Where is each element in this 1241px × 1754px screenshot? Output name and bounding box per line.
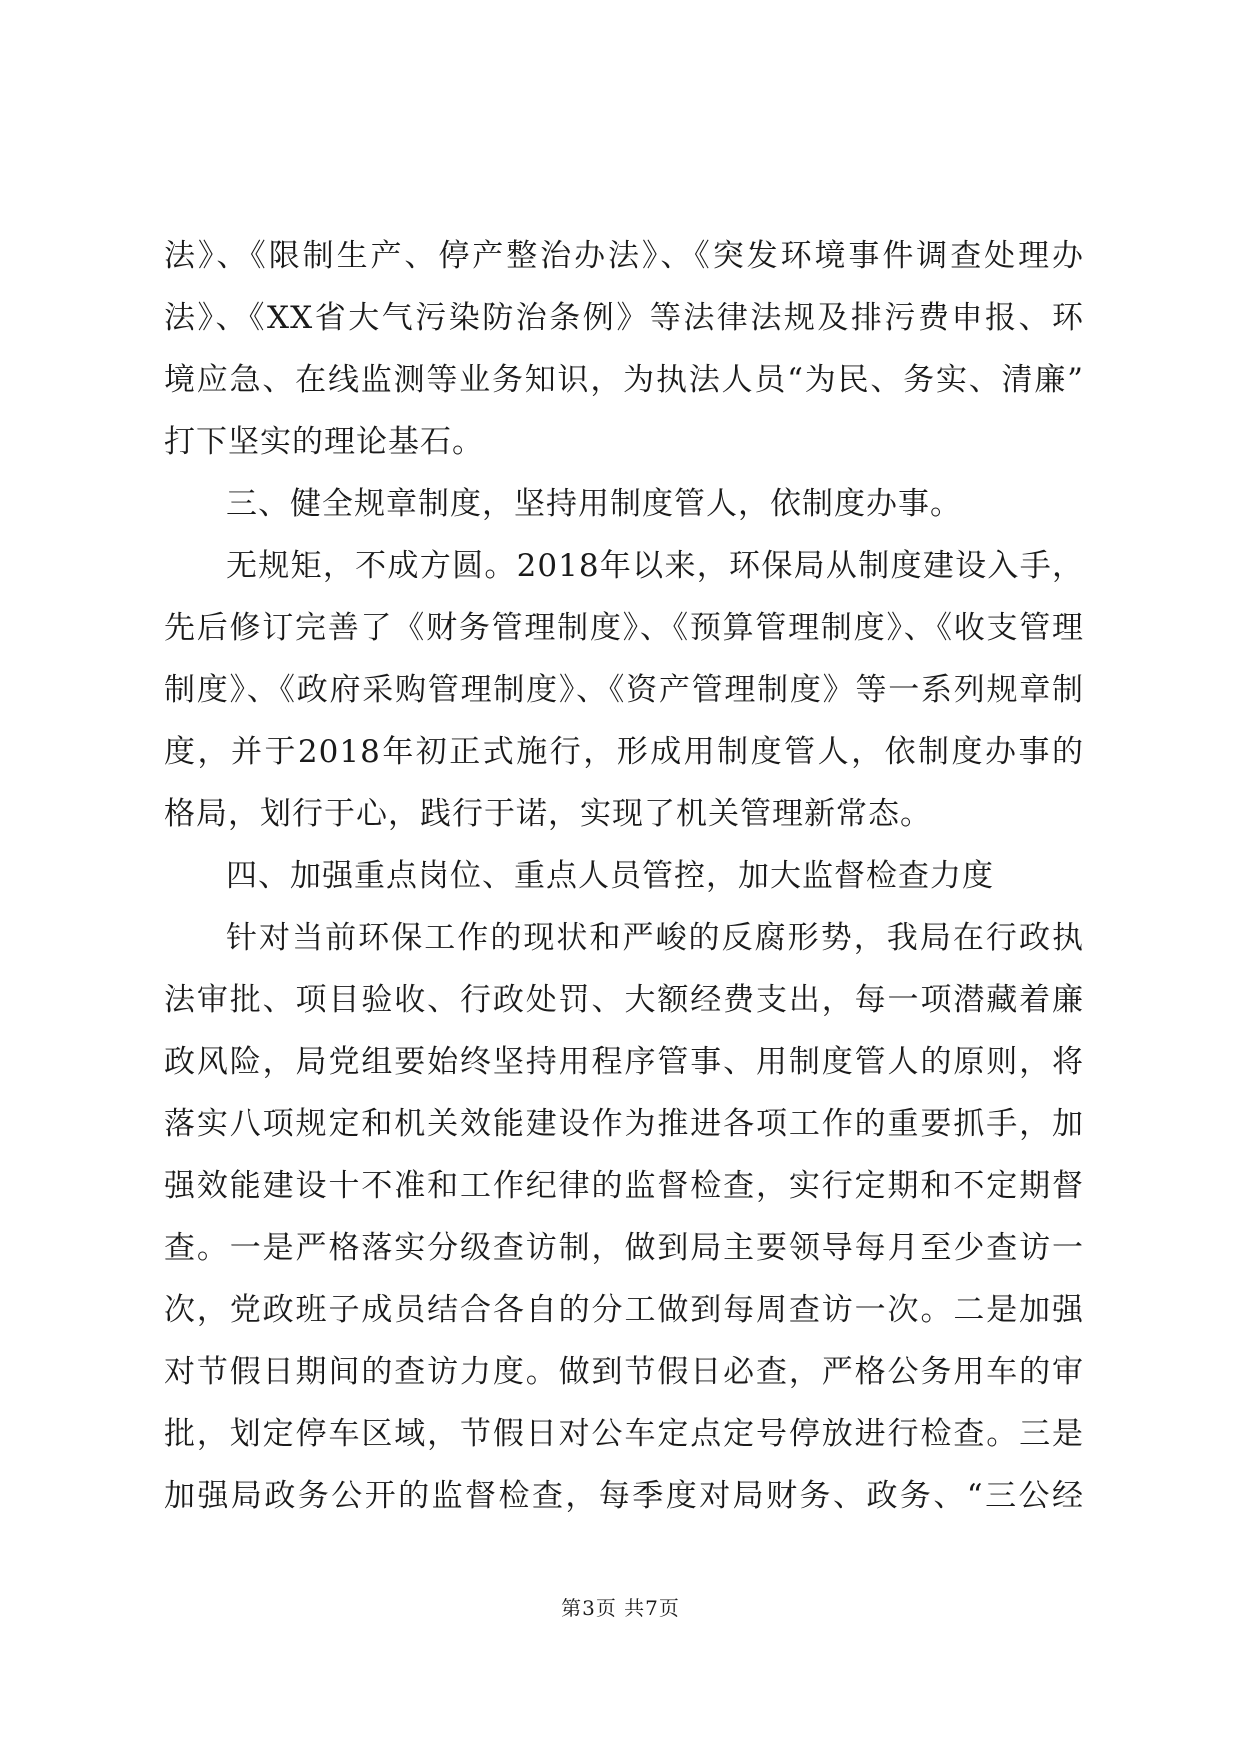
text-line-1: 法》、《限制生产、停产整治办法》、《突发环境事件调查处理办 xyxy=(164,238,1084,274)
section-heading-4: 四、加强重点岗位、重点人员管控，加大监督检查力度 xyxy=(226,858,994,894)
text-line-20: 批，划定停车区域，节假日对公车定点定号停放进行检查。三是 xyxy=(164,1416,1084,1452)
text-line-6: 无规矩，不成方圆。2018年以来，环保局从制度建设入手， xyxy=(226,548,1084,584)
page-number-footer: 第3页 共7页 xyxy=(561,1596,680,1620)
text-line-10: 格局，划行于心，践行于诺，实现了机关管理新常态。 xyxy=(164,796,932,832)
text-line-9: 度，并于2018年初正式施行，形成用制度管人，依制度办事的 xyxy=(164,734,1084,770)
text-line-15: 落实八项规定和机关效能建设作为推进各项工作的重要抓手，加 xyxy=(164,1106,1084,1142)
text-line-7: 先后修订完善了《财务管理制度》、《预算管理制度》、《收支管理 xyxy=(164,610,1084,646)
text-line-19: 对节假日期间的查访力度。做到节假日必查，严格公务用车的审 xyxy=(164,1354,1084,1390)
body-text xyxy=(164,225,1084,1527)
text-line-8: 制度》、《政府采购管理制度》、《资产管理制度》等一系列规章制 xyxy=(164,672,1084,708)
text-line-16: 强效能建设十不准和工作纪律的监督检查，实行定期和不定期督 xyxy=(164,1168,1084,1204)
text-line-4: 打下坚实的理论基石。 xyxy=(164,424,484,460)
text-line-13: 法审批、项目验收、行政处罚、大额经费支出，每一项潜藏着廉 xyxy=(164,982,1084,1018)
text-line-2: 法》、《XX省大气污染防治条例》等法律法规及排污费申报、环 xyxy=(164,300,1084,336)
text-line-12: 针对当前环保工作的现状和严峻的反腐形势，我局在行政执 xyxy=(226,920,1084,956)
text-line-3: 境应急、在线监测等业务知识，为执法人员“为民、务实、清廉” xyxy=(164,362,1084,398)
section-heading-3: 三、健全规章制度，坚持用制度管人，依制度办事。 xyxy=(226,486,962,522)
text-line-21: 加强局政务公开的监督检查，每季度对局财务、政务、“三公经 xyxy=(164,1478,1084,1514)
text-line-17: 查。一是严格落实分级查访制，做到局主要领导每月至少查访一 xyxy=(164,1230,1084,1266)
text-line-18: 次，党政班子成员结合各自的分工做到每周查访一次。二是加强 xyxy=(164,1292,1084,1328)
text-line-14: 政风险，局党组要始终坚持用程序管事、用制度管人的原则，将 xyxy=(164,1044,1084,1080)
